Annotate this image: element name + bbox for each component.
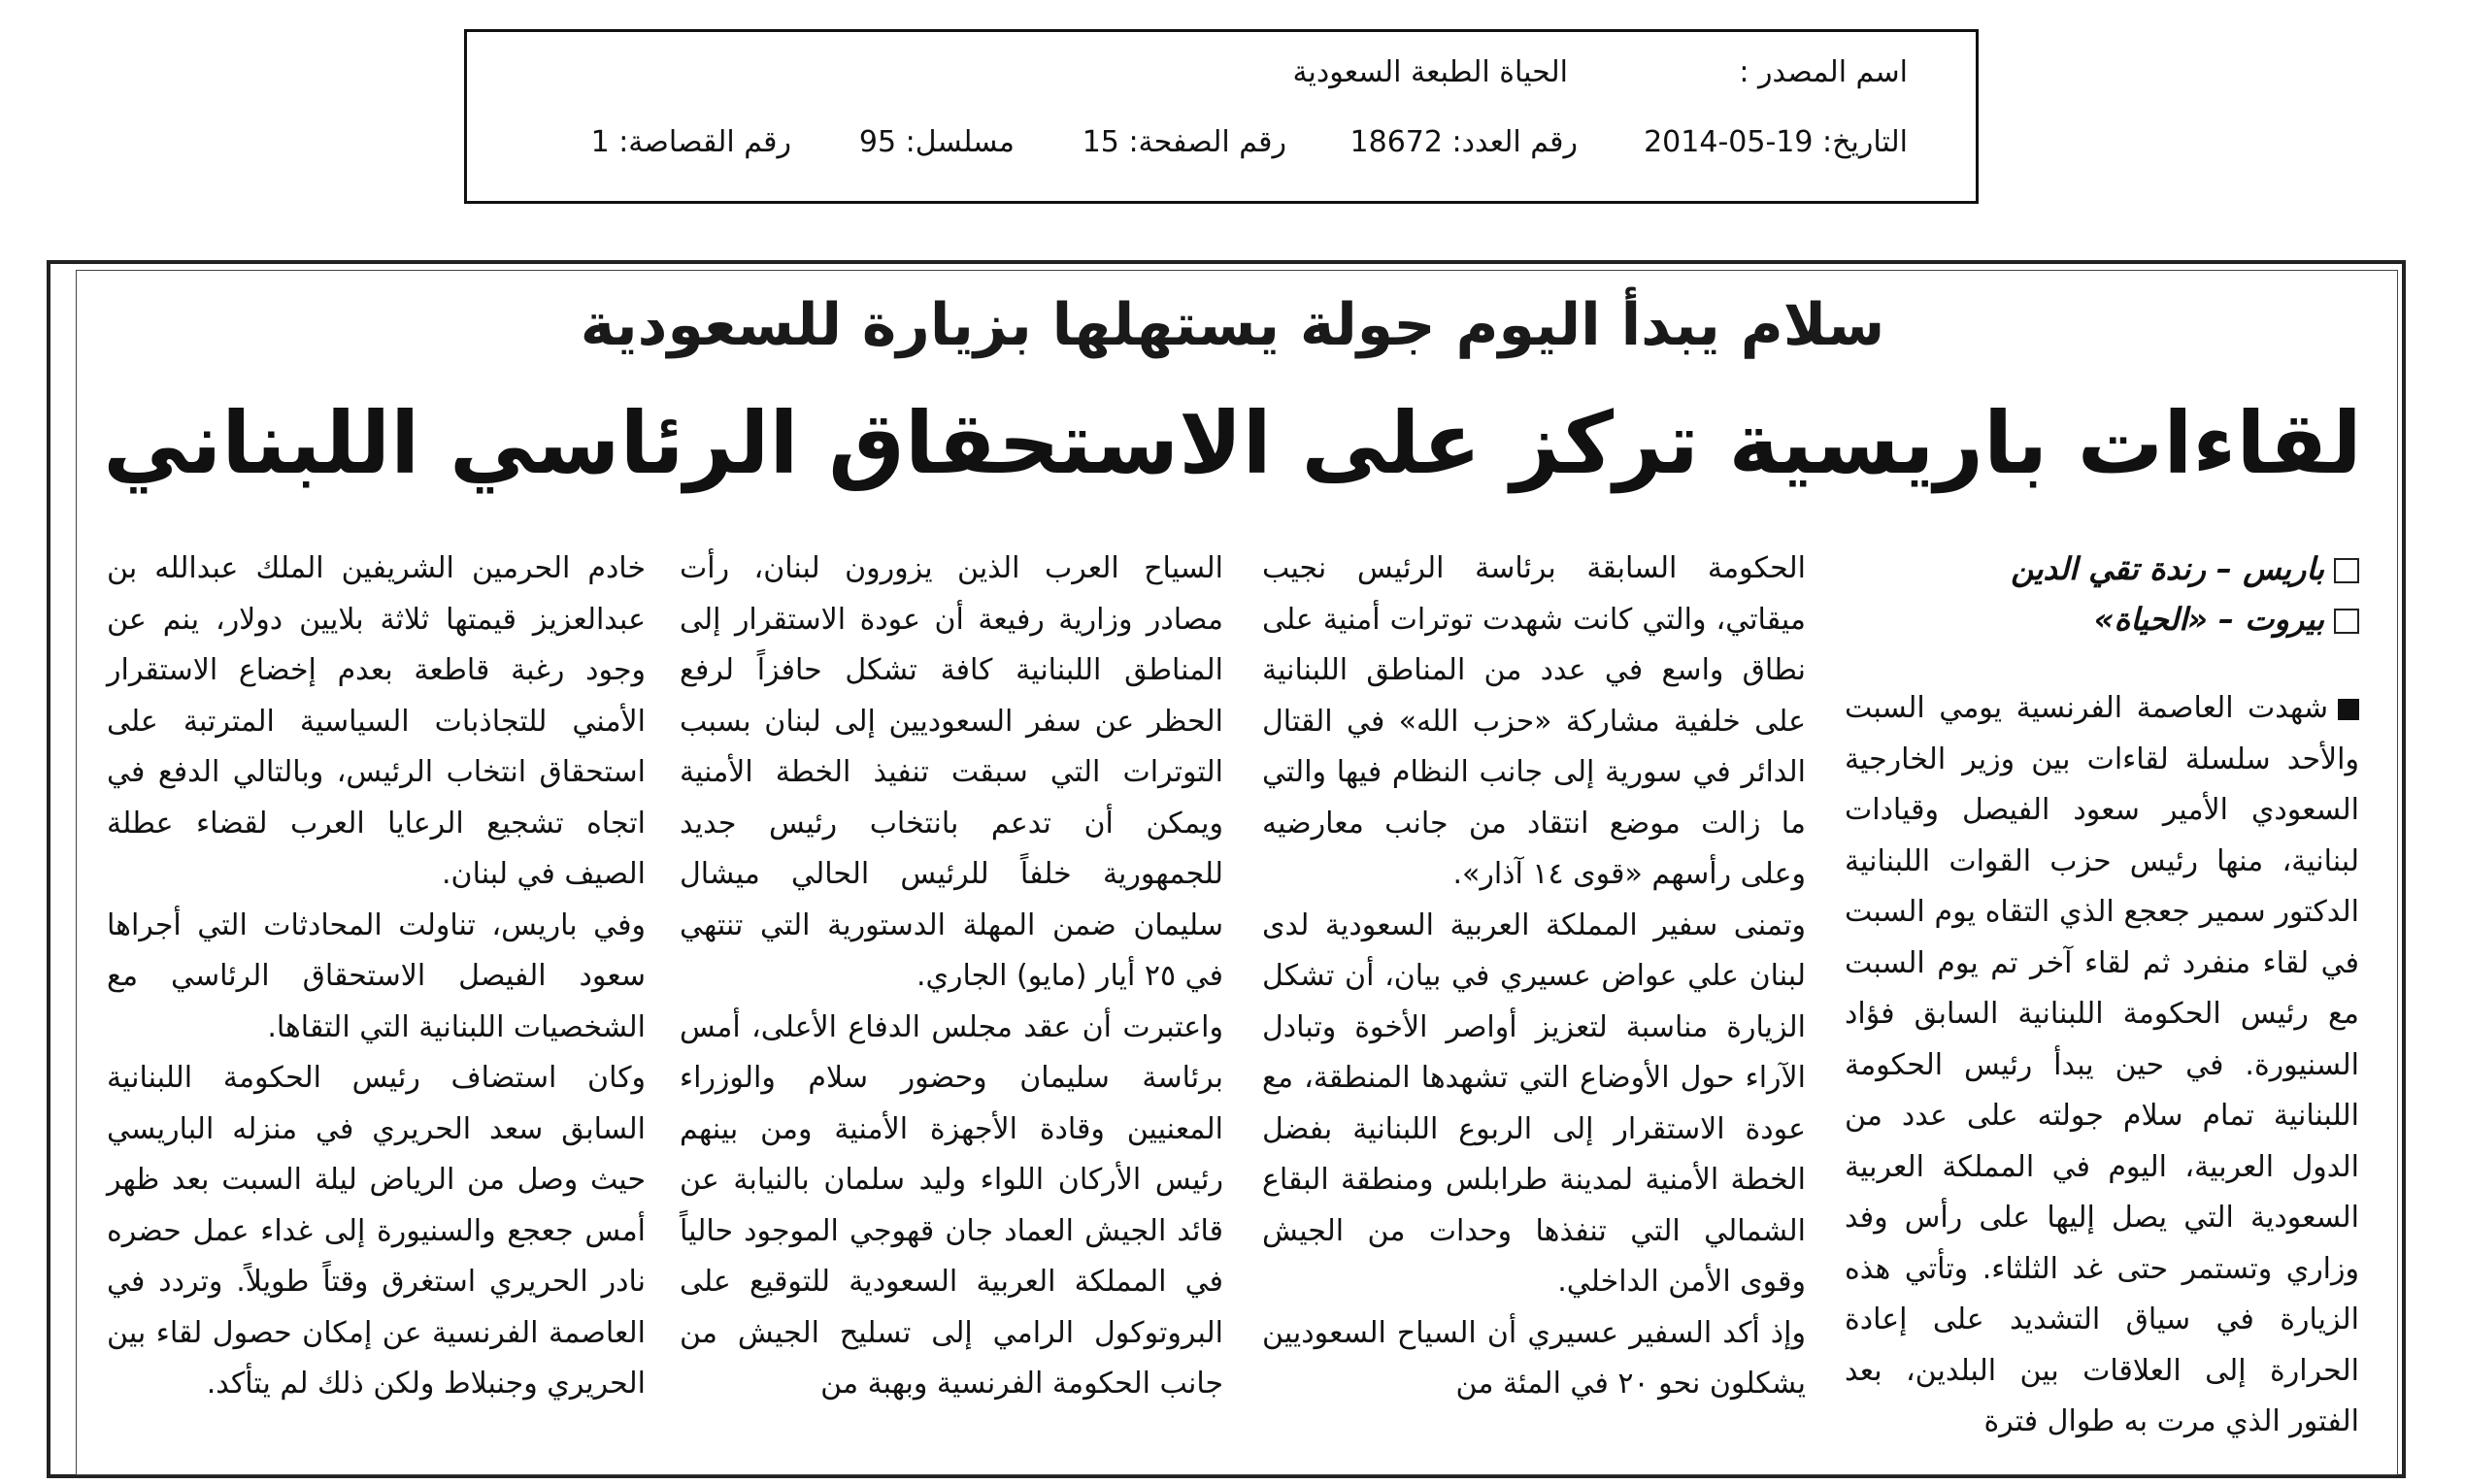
article-column-2 xyxy=(1262,544,1806,1410)
paragraph: الحكومة السابقة برئاسة الرئيس نجيب ميقاتي، والتي كانت شهدت توترات أمنية على نطاق واسع في عدد من المناطق اللبنانية على خلفية مشاركة «حزب الله» في القتال الدائر في سورية إلى جانب النظام فيها والتي ما زالت موضع انتقاد من جانب معارضيه وعلى رأسهم «قوى ١٤ آذار». xyxy=(1262,551,1806,891)
paragraph: وإذ أكد السفير عسيري أن السياح السعوديين يشكلون نحو ٢٠ في المئة من xyxy=(1262,1315,1806,1401)
byline-paris xyxy=(1845,544,2359,594)
page-field: رقم الصفحة: 15 xyxy=(1082,125,1286,159)
source-label: اسم المصدر : xyxy=(1739,55,1908,89)
issue-field: رقم العدد: 18672 xyxy=(1349,125,1578,159)
paragraph xyxy=(1845,683,2359,1448)
byline-beirut xyxy=(1845,594,2359,644)
article-kicker: سلام يبدأ اليوم جولة يستهلها بزيارة للسعودية xyxy=(580,291,1885,359)
clipping-metadata-box xyxy=(464,29,1979,204)
source-value: الحياة الطبعة السعودية xyxy=(1292,55,1568,89)
date-field: التاريخ: 19-05-2014 xyxy=(1644,125,1908,159)
paragraph: خادم الحرمين الشريفين الملك عبدالله بن عبدالعزيز قيمتها ثلاثة بلايين دولار، ينم عن وجود رغبة قاطعة بعدم إخضاع الاستقرار الأمني للتجاذبات السياسية المترتبة على استحقاق انتخاب الرئيس، وبالتالي الدفع في اتجاه تشجيع الرعايا العرب لقضاء عطلة الصيف في لبنان. xyxy=(107,551,646,891)
article-column-1 xyxy=(1845,544,2359,1448)
article-column-4 xyxy=(107,544,646,1410)
article-column-3 xyxy=(680,544,1223,1410)
serial-field: مسلسل: 95 xyxy=(858,125,1015,159)
clip-number-field: رقم القصاصة: 1 xyxy=(590,125,791,159)
paragraph: السياح العرب الذين يزورون لبنان، رأت مصادر وزارية رفيعة أن عودة الاستقرار إلى المناطق اللبنانية كافة تشكل حافزاً لرفع الحظر عن سفر السعوديين إلى لبنان بسبب التوترات التي سبقت تنفيذ الخطة الأمنية ويمكن أن تدعم بانتخاب رئيس جديد للجمهورية خلفاً للرئيس الحالي ميشال سليمان ضمن المهلة الدستورية التي تنتهي في ٢٥ أيار (مايو) الجاري. xyxy=(680,551,1223,993)
paragraph: وفي باريس، تناولت المحادثات التي أجراها سعود الفيصل الاستحقاق الرئاسي مع الشخصيات اللبنانية التي التقاها. xyxy=(107,907,646,1044)
paragraph: وتمنى سفير المملكة العربية السعودية لدى لبنان علي عواض عسيري في بيان، أن تشكل الزيارة مناسبة لتعزيز أواصر الأخوة وتبادل الآراء حول الأوضاع التي تشهدها المنطقة، مع عودة الاستقرار إلى الربوع اللبنانية بفضل الخطة الأمنية لمدينة طرابلس ومنطقة البقاع الشمالي التي تنفذها وحدات من الجيش وقوى الأمن الداخلي. xyxy=(1262,907,1806,1299)
byline-paris-text: باريس – رندة تقي الدين xyxy=(2011,550,2324,587)
paragraph: وكان استضاف رئيس الحكومة اللبنانية السابق سعد الحريري في منزله الباريسي حيث وصل من الرياض ليلة السبت بعد ظهر أمس جعجع والسنيورة إلى غداء عمل حضره نادر الحريري استغرق وقتاً طويلاً. وتردد في العاصمة الفرنسية عن إمكان حصول لقاء بين الحريري وجنبلاط ولكن ذلك لم يتأكد. xyxy=(107,1061,646,1401)
square-bullet-icon xyxy=(2338,699,2359,720)
paragraph-text: شهدت العاصمة الفرنسية يومي السبت والأحد سلسلة لقاءات بين وزير الخارجية السعودي الأمير سعود الفيصل وقيادات لبنانية، منها رئيس حزب القوات اللبنانية الدكتور سمير جعجع الذي التقاه يوم السبت في لقاء منفرد ثم لقاء آخر تم يوم السبت مع رئيس الحكومة اللبنانية السابق فؤاد السنيورة. في حين يبدأ رئيس الحكومة اللبنانية تمام سلام جولته على عدد من الدول العربية، اليوم في المملكة العربية السعودية التي يصل إليها على رأس وفد وزاري وتستمر حتى غد الثلثاء. وتأتي هذه الزيارة في سياق التشديد على إعادة الحرارة إلى العلاقات بين البلدين، بعد الفتور الذي مرت به طوال فترة xyxy=(1845,691,2359,1438)
paragraph: واعتبرت أن عقد مجلس الدفاع الأعلى، أمس برئاسة سليمان وحضور سلام والوزراء المعنيين وقادة الأجهزة الأمنية ومن بينهم رئيس الأركان اللواء وليد سلمان بالنيابة عن قائد الجيش العماد جان قهوجي الموجود حالياً في المملكة العربية السعودية للتوقيع على البروتوكول الرامي إلى تسليح الجيش من جانب الحكومة الفرنسية وبهبة من xyxy=(680,1009,1223,1401)
byline-beirut-text: بيروت – «الحياة» xyxy=(2093,601,2324,638)
box-icon xyxy=(2334,558,2359,583)
box-icon xyxy=(2334,609,2359,634)
article-headline: لقاءات باريسية تركز على الاستحقاق الرئاسي اللبناني xyxy=(103,393,2362,493)
